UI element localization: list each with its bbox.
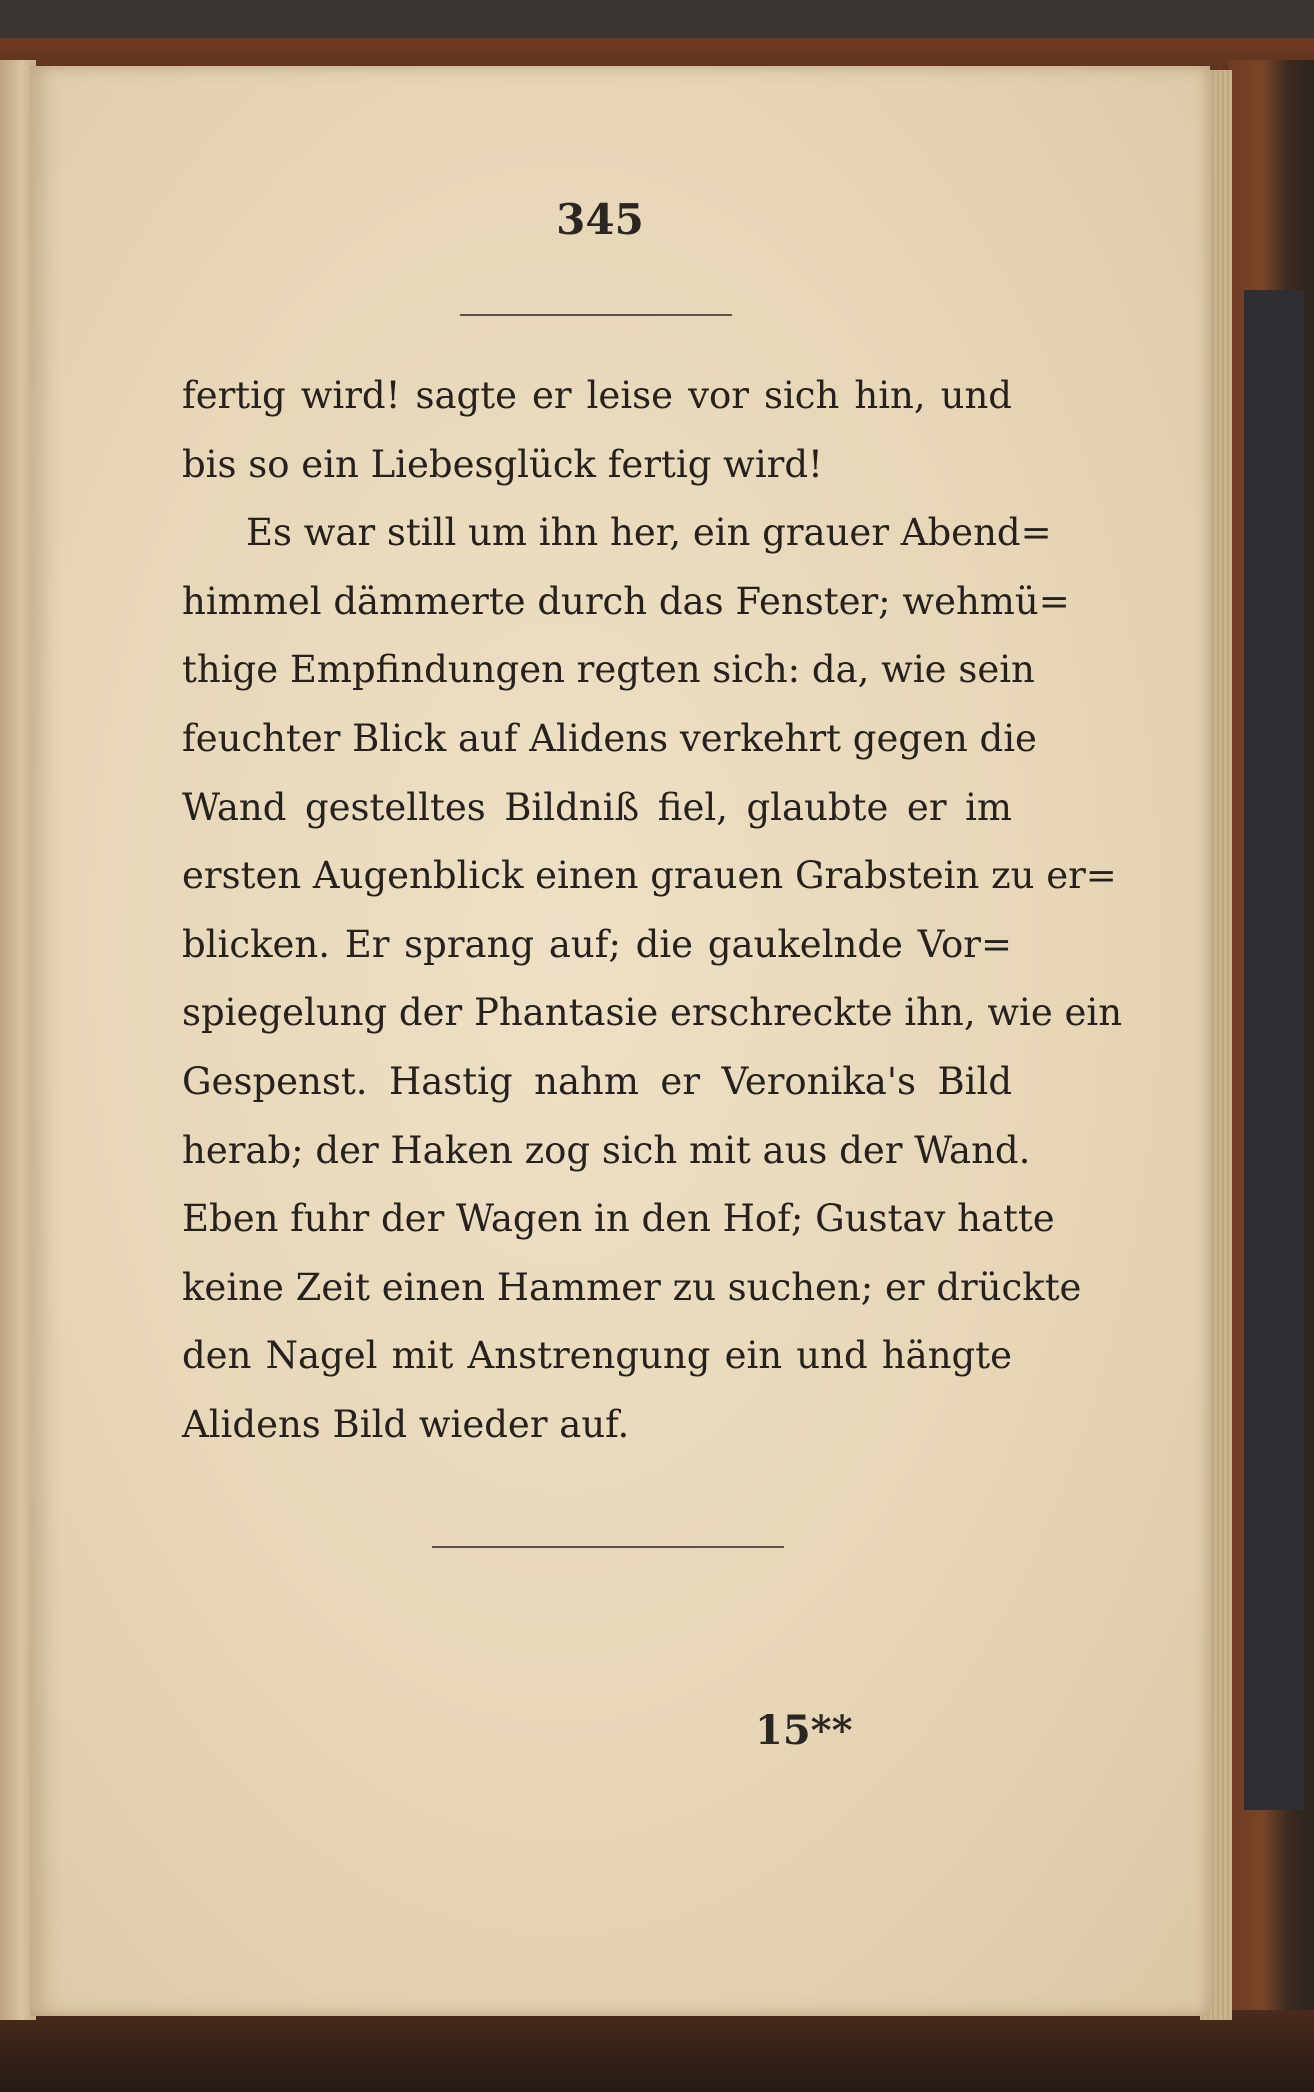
text-line: den Nagel mit Anstrengung ein und hängte: [182, 1334, 1012, 1378]
text-line: feuchter Blick auf Alidens verkehrt gegen die: [182, 716, 1037, 760]
text-line: Eben fuhr der Wagen in den Hof; Gustav hatte: [182, 1197, 1055, 1241]
book-cover-spine-cloth: [1244, 290, 1304, 1810]
text-line: blicken. Er sprang auf; die gaukelnde Vor=: [182, 922, 1012, 966]
text-line: spiegelung der Phantasie erschreckte ihn, wie ein: [182, 991, 1123, 1035]
text-line: herab; der Haken zog sich mit aus der Wand.: [182, 1128, 1031, 1172]
body-text: [182, 362, 1123, 1460]
text-line: Gespenst. Hastig nahm er Veronika's Bild: [182, 1059, 1012, 1103]
text-line: thige Empfindungen regten sich: da, wie sein: [182, 648, 1035, 692]
signature-mark: 15**: [755, 1707, 853, 1754]
end-rule: [432, 1546, 784, 1548]
page-number: 345: [556, 195, 644, 244]
text-line: ersten Augenblick einen grauen Grabstein zu er=: [182, 854, 1117, 898]
text-line: fertig wird! sagte er leise vor sich hin, und: [182, 374, 1012, 417]
text-line: himmel dämmerte durch das Fenster; wehmü=: [182, 579, 1070, 623]
text-line: Es war still um ihn her, ein grauer Abend=: [246, 511, 1052, 555]
text-line: bis so ein Liebesglück fertig wird!: [182, 442, 823, 486]
text-line: Wand gestelltes Bildniß fiel, glaubte er im: [182, 785, 1012, 829]
text-line: keine Zeit einen Hammer zu suchen; er drückte: [182, 1265, 1082, 1309]
book-cover-bottom: [0, 2010, 1314, 2092]
header-rule: [460, 314, 732, 316]
text-line: Alidens Bild wieder auf.: [182, 1402, 630, 1446]
